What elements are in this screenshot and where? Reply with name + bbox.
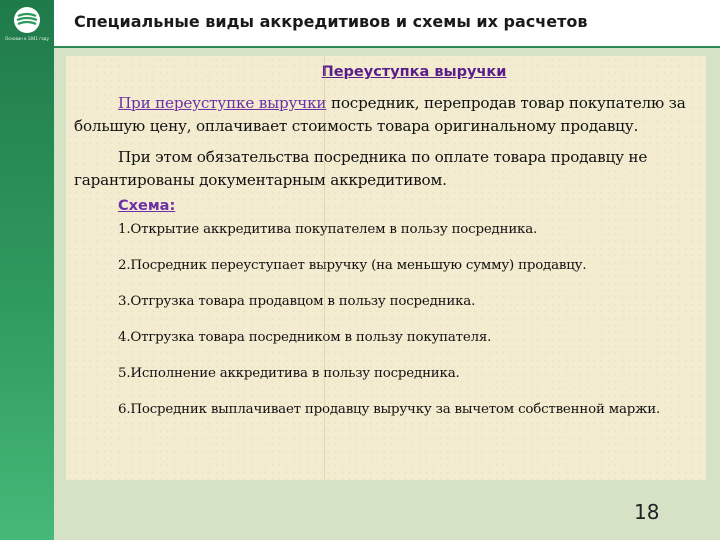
section-heading: Переуступка выручки: [321, 64, 507, 80]
list-item: 4.Отгрузка товара посредником в пользу покупателя.: [118, 330, 492, 345]
page-title: Специальные виды аккредитивов и схемы их расчетов: [74, 12, 588, 31]
logo-caption: Основан в 1841 году: [5, 36, 49, 41]
sidebar-band: [0, 0, 54, 540]
list-item: 6.Посредник выплачивает продавцу выручку за вычетом собственной маржи.: [118, 402, 661, 417]
paragraph-definition: [74, 92, 696, 138]
page-number: 18: [634, 500, 660, 524]
list-item: 2.Посредник переуступает выручку (на меньшую сумму) продавцу.: [118, 258, 587, 273]
content-panel: [66, 56, 706, 480]
background-divider: [324, 56, 325, 480]
steps-list: [74, 220, 696, 419]
schema-label[interactable]: Схема:: [118, 198, 176, 214]
header-divider: [54, 46, 720, 48]
term-link[interactable]: При переуступке выручки: [118, 94, 327, 112]
list-item: 1.Открытие аккредитива покупателем в пользу посредника.: [118, 222, 538, 237]
paragraph-obligation: При этом обязательства посредника по оплате товара продавцу не гарантированы документарным аккредитивом.: [74, 148, 648, 189]
list-item: 5.Исполнение аккредитива в пользу посредника.: [118, 366, 460, 381]
list-item: 3.Отгрузка товара продавцом в пользу посредника.: [118, 294, 476, 309]
definition-text: посредник, перепродав товар покупателю за большую цену, оплачивает стоимость товара оригинальному продавцу.: [74, 94, 686, 135]
